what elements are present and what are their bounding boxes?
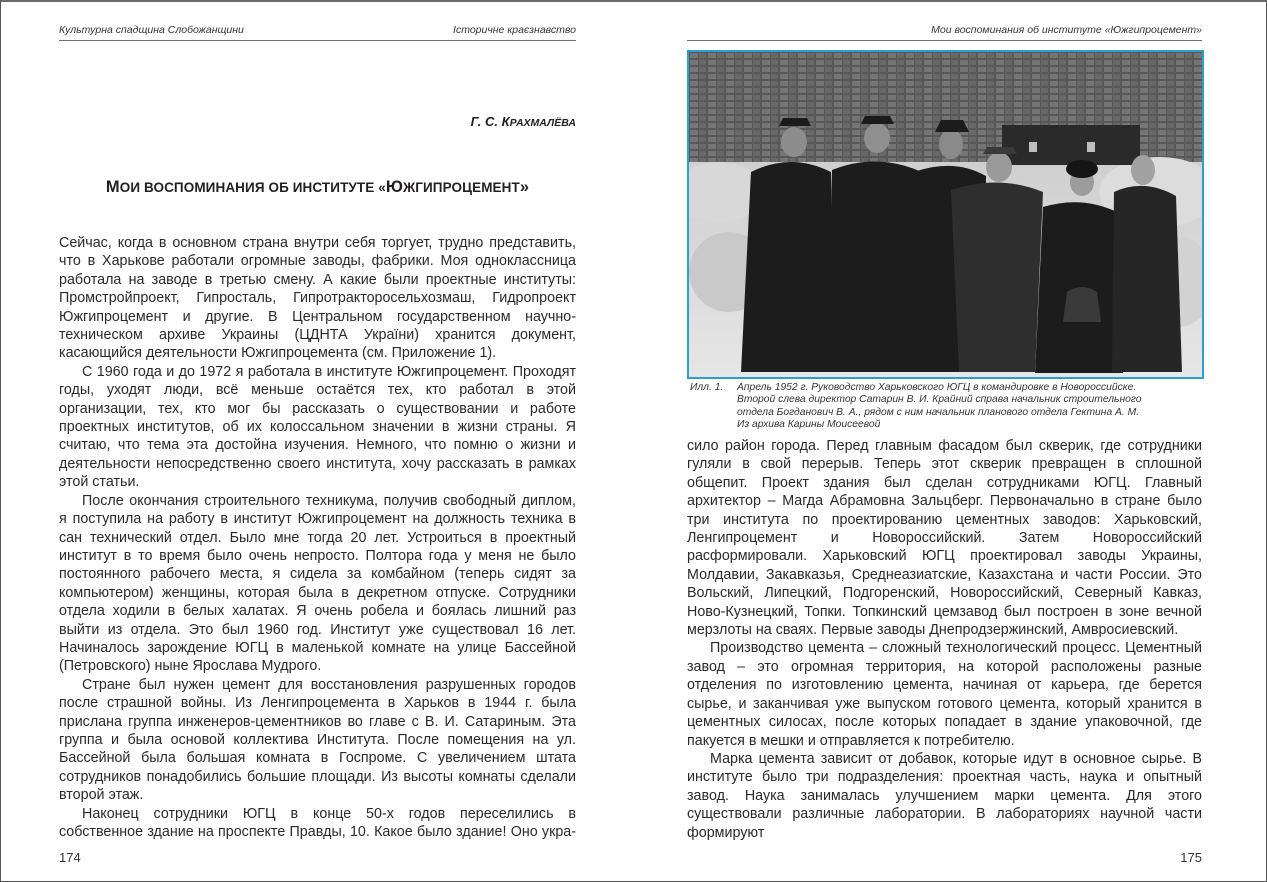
author-initials: Г. С. К	[470, 114, 510, 129]
paragraph: Сейчас, когда в основном страна внутри себя торгует, трудно представить, что в Харькове работали огромные заводы, фабрики. Моя одноклассница работала на заводе в третью смену. А какие были проектные институты: Промстройпроект, Гипросталь, Гипротракторосельхозмаш, Гидропроект Южгипроцемент и другие. В Центральном государственном научно-техническом архиве Украины (ЦДНТА України) хранится документ, касающийся деятельности Южгипроцемента (см. Приложение 1).	[59, 235, 576, 362]
title-first-letter: М	[105, 178, 120, 196]
article-title	[59, 178, 576, 197]
page-number: 174	[59, 850, 81, 865]
paragraph: Наконец сотрудники ЮГЦ в конце 50-х годов переселились в собственное здание на проспекте Правды, 10. Какое было здание! Оно укра-	[59, 805, 576, 840]
paragraph: Стране был нужен цемент для восстановления разрушенных городов после страшной войны. Из Ленгипроцемента в Харьков в 1944 г. была прислана группа инженеров-цементников во главе с В. И. Сатариным. Эта группа и была основой коллектива Института. После помещения на ул. Бассейной была большая комната в Госпроме. С увеличением штата сотрудников понадобились большие площади. Из высоты комнаты сделали второй этаж.	[59, 676, 576, 804]
paragraph: Производство цемента – сложный технологический процесс. Цементный завод – это огромная территория, на которой расположены разные отделения по изготовлению цемента, начиная от карьера, где берется сырье, и заканчивая уже выпуском готового цемента, который хранится в цементных силосах, после которых попадает в здание упаковочной, где пакуется в мешки и отправляется к потребителю.	[687, 640, 1202, 749]
running-head-article-title: Мои воспоминания об институте «Южгипроцемент»	[931, 24, 1202, 36]
caption-line: Из архива Карины Моисеевой	[737, 419, 881, 431]
right-page-body	[687, 437, 1202, 842]
page-number: 175	[1180, 850, 1202, 865]
title-quoted-first-letter: Ю	[385, 178, 403, 196]
archival-group-photo	[687, 50, 1204, 379]
caption-label: Илл. 1.	[690, 382, 724, 393]
author-surname-smallcaps: РАХМАЛЁВА	[509, 117, 576, 129]
paragraph: После окончания строительного техникума, получив свободный диплом, я поступила на работу в институт Южгипроцемент на должность техника в сан технический отдел. Было мне тогда 20 лет. Устроиться в проектный институт в то время было очень непросто. Полтора года у меня не было постоянного рабочего места, я сидела за комбайном (теперь сидят за компьютером) женщины, которая была в декретном отпуске. Сотрудники отдела ходили в белых халатах. Я очень робела и боялась лишний раз выйти из отдела. Это был 1960 год. Институт уже существовал 16 лет. Начиналось зарождение ЮГЦ в маленькой комнате на улице Бассейной (Петровского) ныне Ярослава Мудрого.	[59, 492, 576, 675]
title-quoted-smallcaps: ЖГИПРОЦЕМЕНТ	[402, 180, 520, 195]
running-head-section-title: Історичне краєзнавство	[453, 24, 576, 36]
running-head-right-page	[687, 24, 1202, 41]
title-closing-quote: »	[519, 178, 530, 196]
caption-line: отдела Богданович В. А., рядом с ним начальник планового отдела Гектина А. М.	[737, 406, 1140, 418]
article-author	[471, 114, 576, 129]
paragraph: Марка цемента зависит от добавок, которые идут в основное сырье. В институте было три подразделения: проектная часть, наука и опытный завод. Наука занималась улучшением марки цемента. Для этого существовали различные лаборатории. В лабораториях научной части формируют	[687, 750, 1202, 841]
caption-line: Апрель 1952 г. Руководство Харьковского ЮГЦ в командировке в Новороссийске.	[737, 382, 1137, 393]
paragraph: С 1960 года и до 1972 я работала в институте Южгипроцемент. Проходят годы, уходят люди, всё меньше остаётся тех, кто работал в этой организации, тех, кто мог бы рассказать о существовании и работе проектных институтов, об их колоссальном значении в жизни страны. Я считаю, что тема эта достойна изучения. Немного, что помню о жизни и деятельности непосредственно своего института, хочу рассказать в рамках этой статьи.	[59, 363, 576, 491]
right-page	[634, 2, 1266, 881]
left-page-body	[59, 234, 576, 841]
caption-line: Второй слева директор Сатарин В. И. Крайний справа начальник строительного	[737, 394, 1142, 406]
paragraph: сило район города. Перед главным фасадом был скверик, где сотрудники гуляли в свой перерыв. Теперь этот скверик превращен в сплошной общепит. Проект здания был сделан сотрудниками ЮГЦ. Главный архитектор – Магда Абрамовна Зальцберг. Первоначально в стране было три института по проектированию цементных заводов: Харьковский, Ленгипроцемент и Новороссийский. Затем Новороссийский расформировали. Харьковский ЮГЦ проектировал заводы Украины, Молдавии, Закавказья, Среднеазиатские, Казахстана и части России. Это Вольский, Липецкий, Подгоренский, Новороссийский, Северный Кавказ, Ново-Кузнецкий, Топки. Топкинский цемзавод был построен в зоне вечной мерзлоты на сваях. Первые заводы Днепродзержинский, Амвросиевский.	[687, 438, 1202, 639]
running-head-series-title: Культурна спадщина Слобожанщини	[59, 24, 244, 36]
photo-illustration	[689, 52, 1202, 377]
title-text-smallcaps: ОИ ВОСПОМИНАНИЯ ОБ ИНСТИТУТЕ «	[119, 180, 386, 195]
caption-text	[737, 382, 1207, 432]
running-head-left-page	[59, 24, 576, 41]
left-page	[1, 2, 634, 881]
